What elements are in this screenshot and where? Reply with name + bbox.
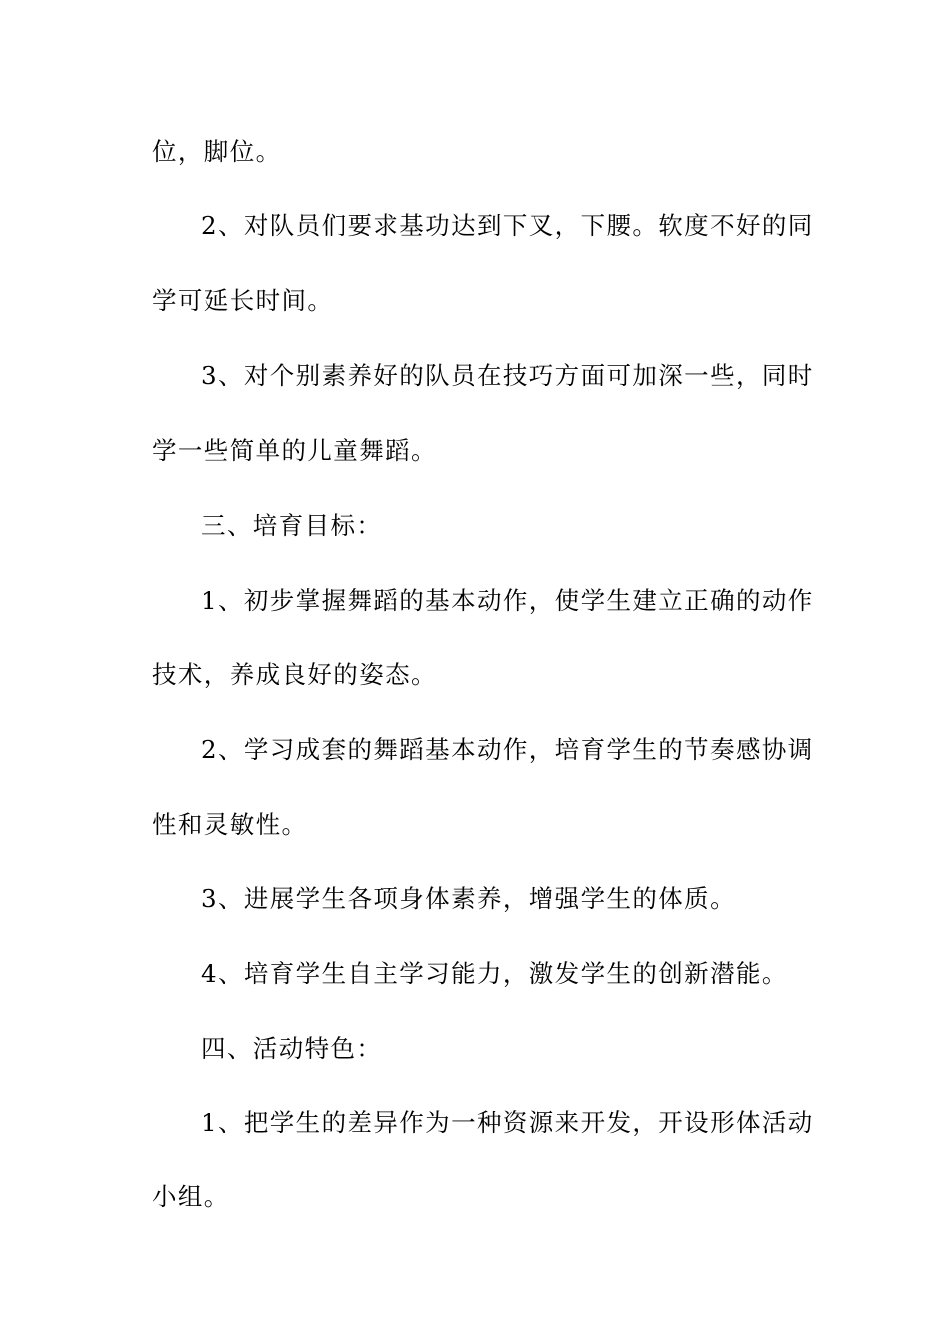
paragraph-line: 1、初步掌握舞蹈的基本动作，使学生建立正确的动作 [201, 586, 814, 615]
text-line: 性和灵敏性。 [152, 810, 308, 839]
text-line: 技术，养成良好的姿态。 [152, 660, 437, 689]
text-line: 小组。 [152, 1182, 230, 1211]
paragraph-line: 3、对个别素养好的队员在技巧方面可加深一些，同时 [201, 361, 814, 390]
paragraph-line: 3、进展学生各项身体素养，增强学生的体质。 [201, 884, 736, 913]
text-line: 学可延长时间。 [152, 286, 334, 315]
text-line: 位，脚位。 [152, 137, 282, 166]
section-heading: 三、培育目标： [201, 511, 383, 540]
text-line: 学一些简单的儿童舞蹈。 [152, 436, 437, 465]
paragraph-line: 1、把学生的差异作为一种资源来开发，开设形体活动 [201, 1108, 814, 1137]
paragraph-line: 4、培育学生自主学习能力，激发学生的创新潜能。 [201, 959, 788, 988]
paragraph-line: 2、学习成套的舞蹈基本动作，培育学生的节奏感协调 [201, 735, 814, 764]
section-heading: 四、活动特色： [201, 1034, 383, 1063]
paragraph-line: 2、对队员们要求基功达到下叉，下腰。软度不好的同 [201, 211, 814, 240]
